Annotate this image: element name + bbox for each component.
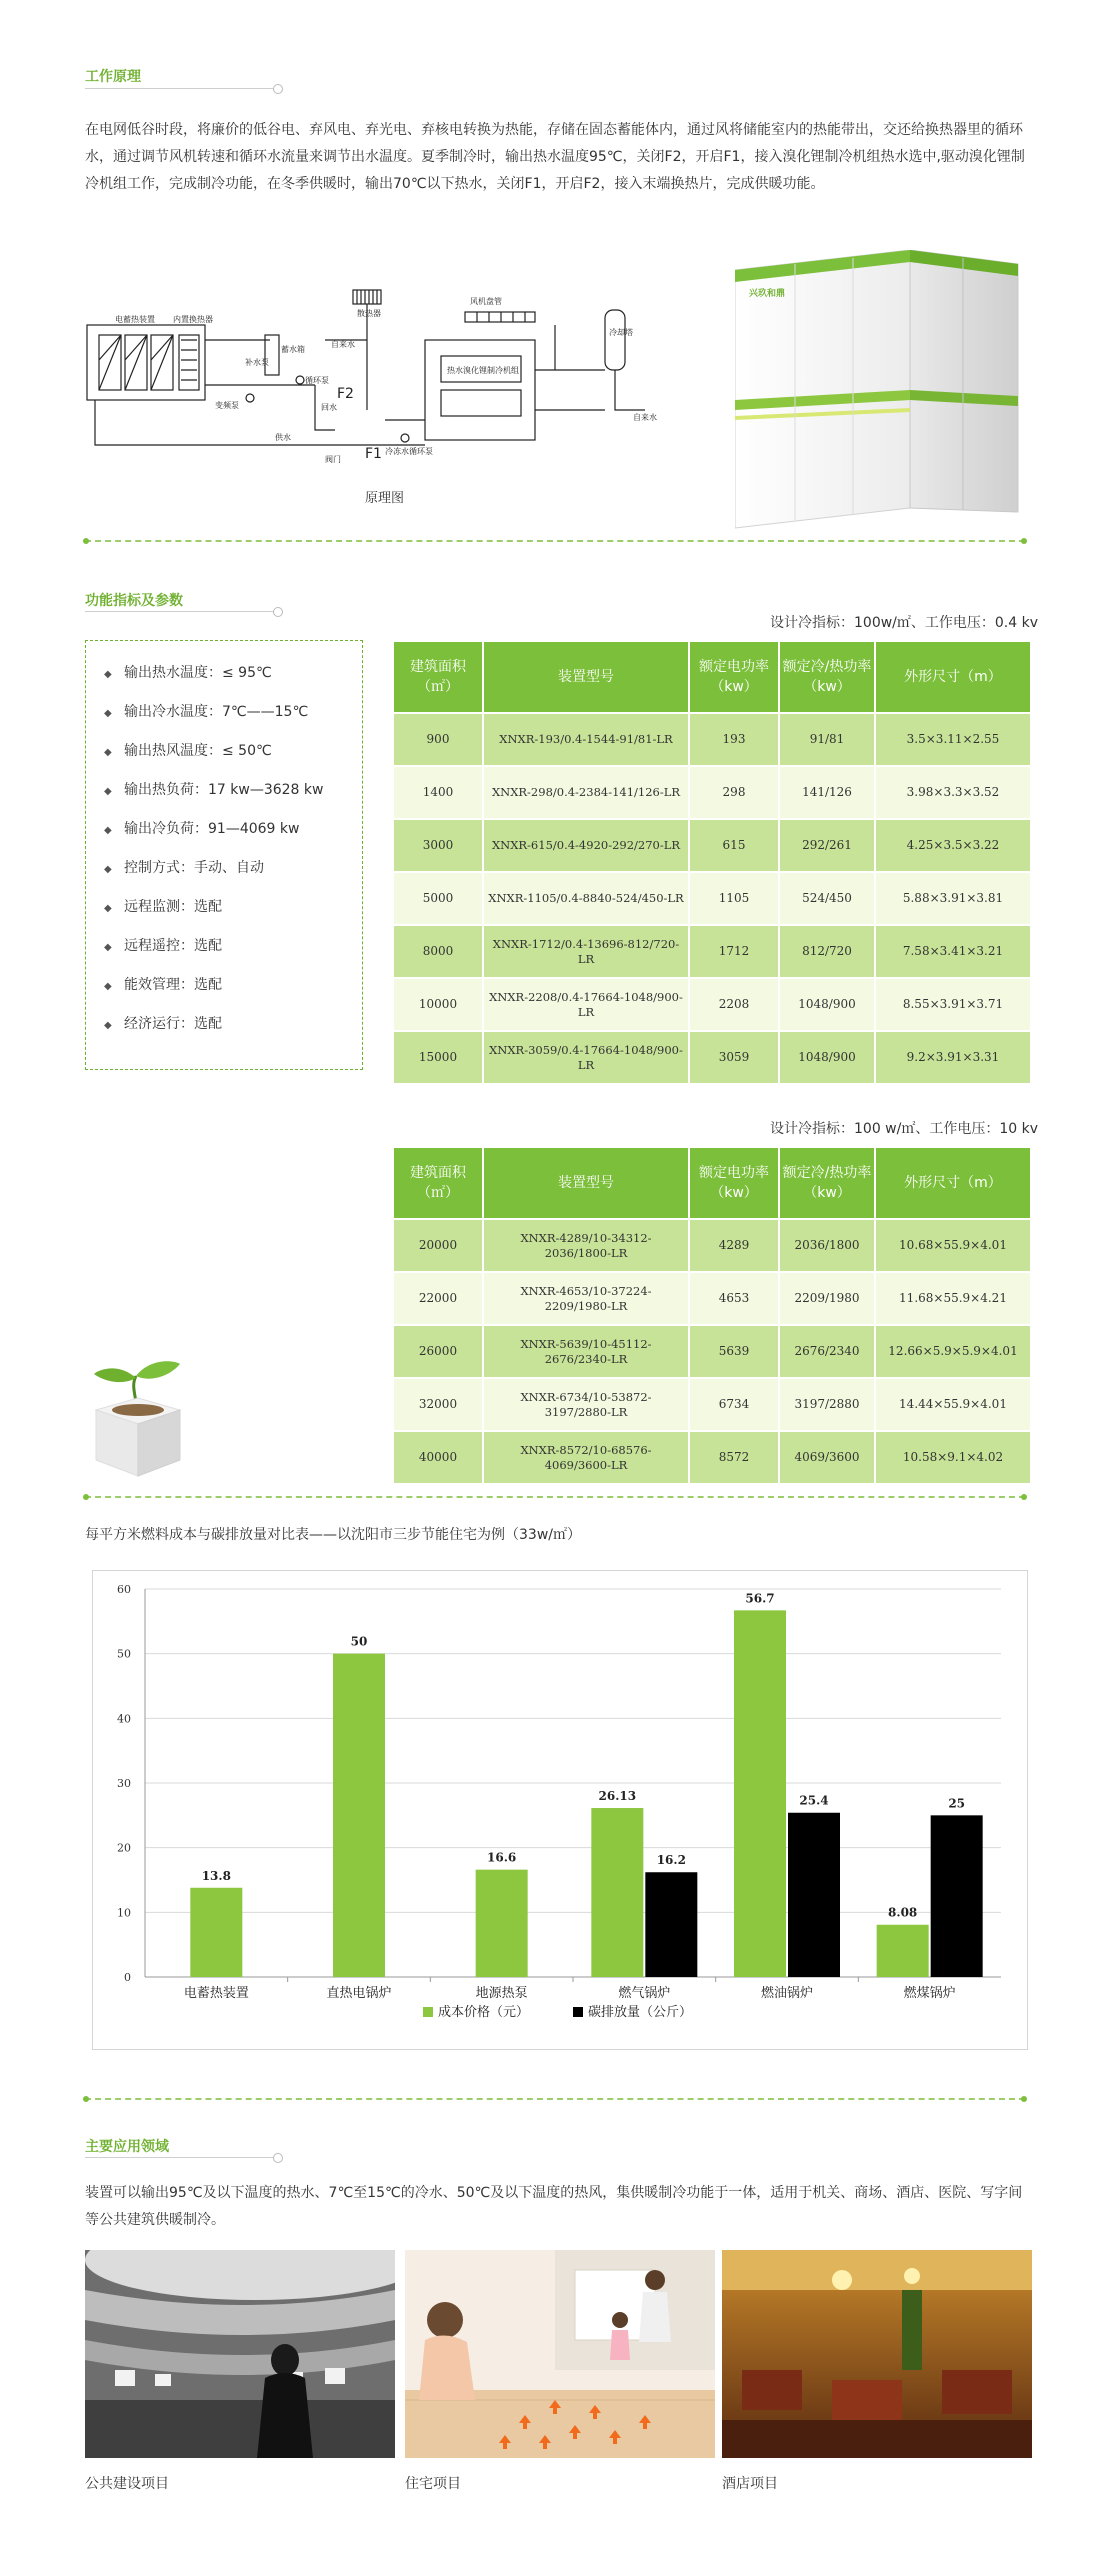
application-caption: 公共建设项目 (85, 2476, 169, 2492)
x-tick-label: 直热电锅炉 (326, 1986, 392, 2001)
diagram-label-supply: 供水 (275, 433, 291, 442)
principle-text: 在电网低谷时段，将廉价的低谷电、弃风电、弃光电、弃核电转换为热能，存储在固态蓄能体内，通过风将储能室内的热能带出，交还给换热器里的循环水，通过调节风机转速和循环水流量来调节出水温度。夏季制冷时，输出热水温度95℃，关闭F2，开启F1，接入溴化锂制冷机组热水选中,驱动溴化锂制冷机组工作，完成制冷功能，在冬季供暖时，输出70℃以下热水，关闭F1，开启F2，接入末端换热片，完成供暖功能。 (85, 122, 1025, 192)
data-label: 25.4 (799, 1793, 829, 1808)
diagram-label-valve: 阀门 (325, 455, 341, 464)
bar-cost (190, 1888, 242, 1977)
legend-label: 成本价格（元） (438, 2005, 530, 2020)
table-header: 额定冷/热功率（kw） (780, 1148, 874, 1218)
residential-project-image (405, 2250, 715, 2458)
applications-title: 主要应用领域 (85, 2139, 169, 2155)
data-label: 25 (948, 1796, 966, 1811)
y-tick-label: 60 (117, 1583, 131, 1596)
table-header: 外形尺寸（m） (876, 642, 1030, 712)
table-row: 900 XNXR-193/0.4-1544-91/81-LR 193 91/81 3.5×3.11×2.55 (394, 714, 1030, 765)
spec-item: ◆ 经济运行：选配 (104, 1014, 362, 1053)
table-row: 3000 XNXR-615/0.4-4920-292/270-LR 615 292/261 4.25×3.5×3.22 (394, 820, 1030, 871)
bar-cost (591, 1808, 643, 1977)
table-row: 26000 XNXR-5639/10-45112-2676/2340-LR 5639 2676/2340 12.66×5.9×5.9×4.01 (394, 1326, 1030, 1377)
diagram-label-return: 回水 (321, 403, 337, 412)
bullet-icon: ◆ (104, 981, 112, 992)
bar-cost (476, 1870, 528, 1977)
spec-item: ◆ 能效管理：选配 (104, 975, 362, 1014)
bar-cost (877, 1925, 929, 1977)
y-tick-label: 20 (117, 1841, 131, 1855)
bullet-icon: ◆ (104, 669, 112, 680)
bullet-icon: ◆ (104, 708, 112, 719)
data-label: 16.6 (487, 1850, 517, 1865)
diagram-label-exchanger: 内置换热器 (173, 315, 213, 324)
legend-label: 碳排放量（公斤） (588, 2005, 693, 2020)
bar-cost (333, 1654, 385, 1977)
spec-table-04kv (392, 640, 1032, 1085)
application-caption: 酒店项目 (722, 2476, 778, 2492)
data-label: 56.7 (745, 1591, 775, 1606)
bullet-icon: ◆ (104, 825, 112, 836)
table1-design-note: 设计冷指标：100w/㎡、工作电压：0.4 kv (770, 615, 1038, 631)
spec-item: ◆ 输出热风温度：≤ 50℃ (104, 741, 362, 780)
diagram-label-storage: 电蓄热装置 (115, 315, 155, 324)
table-header: 建筑面积（㎡） (394, 642, 482, 712)
y-tick-label: 50 (117, 1647, 131, 1661)
application-caption: 住宅项目 (405, 2476, 461, 2492)
specs-title-underline (85, 611, 275, 612)
table-row: 8000 XNXR-1712/0.4-13696-812/720-LR 1712 812/720 7.58×3.41×3.21 (394, 926, 1030, 977)
principle-title: 工作原理 (85, 69, 141, 85)
y-tick-label: 0 (124, 1971, 131, 1984)
table-row: 22000 XNXR-4653/10-37224-2209/1980-LR 4653 2209/1980 11.68×55.9×4.21 (394, 1273, 1030, 1324)
diagram-label-supplement: 补水泵 (245, 358, 269, 367)
table-header: 装置型号 (484, 1148, 688, 1218)
diagram-label-fan: 变频泵 (215, 401, 239, 410)
applications-text: 装置可以输出95℃及以下温度的热水、7℃至15℃的冷水、50℃及以下温度的热风，集供暖制冷功能于一体，适用于机关、商场、酒店、医院、写字间等公共建筑供暖制冷。 (85, 2185, 1023, 2228)
principle-diagram (85, 280, 685, 470)
applications-title-underline (85, 2157, 275, 2158)
bullet-icon: ◆ (104, 1020, 112, 1031)
spec-item: ◆ 输出热负荷：17 kw—3628 kw (104, 780, 362, 819)
data-label: 16.2 (656, 1853, 686, 1868)
table-row: 1400 XNXR-298/0.4-2384-141/126-LR 298 141/126 3.98×3.3×3.52 (394, 767, 1030, 818)
spec-item: ◆ 远程遥控：选配 (104, 936, 362, 975)
section-divider-3 (85, 2098, 1025, 2100)
x-tick-label: 燃气锅炉 (618, 1986, 671, 2001)
spec-table-10kv (392, 1146, 1032, 1485)
spec-item: ◆ 输出冷水温度：7℃——15℃ (104, 702, 362, 741)
y-tick-label: 30 (117, 1777, 131, 1790)
bullet-icon: ◆ (104, 864, 112, 875)
diagram-label-circulate: 循环泵 (305, 376, 329, 385)
table-header: 建筑面积（㎡） (394, 1148, 482, 1218)
table-header: 装置型号 (484, 642, 688, 712)
x-tick-label: 燃煤锅炉 (903, 1986, 956, 2001)
legend-swatch (423, 2007, 433, 2017)
unit-brand-label: 兴玖和鼎 (749, 289, 786, 299)
y-tick-label: 40 (117, 1712, 131, 1726)
table-header: 外形尺寸（m） (876, 1148, 1030, 1218)
table-header: 额定冷/热功率（kw） (780, 642, 874, 712)
spec-item: ◆ 输出冷负荷：91—4069 kw (104, 819, 362, 858)
table2-design-note: 设计冷指标：100 w/㎡、工作电压：10 kv (770, 1121, 1038, 1137)
public-project-image (85, 2250, 395, 2458)
x-tick-label: 地源热泵 (475, 1986, 528, 2001)
diagram-label-self-water: 自来水 (331, 340, 355, 349)
bullet-icon: ◆ (104, 747, 112, 758)
section-divider-2-hidden (85, 1496, 1025, 1498)
table-row: 40000 XNXR-8572/10-68576-4069/3600-LR 8572 4069/3600 10.58×9.1×4.02 (394, 1432, 1030, 1483)
table-header: 额定电功率（kw） (690, 642, 778, 712)
spec-item: ◆ 输出热水温度：≤ 95℃ (104, 663, 362, 702)
table-row: 15000 XNXR-3059/0.4-17664-1048/900-LR 3059 1048/900 9.2×3.91×3.31 (394, 1032, 1030, 1083)
spec-item: ◆ 控制方式：手动、自动 (104, 858, 362, 897)
bar-emission (645, 1872, 697, 1977)
bullet-icon: ◆ (104, 903, 112, 914)
specs-title: 功能指标及参数 (85, 593, 183, 609)
table-row: 10000 XNXR-2208/0.4-17664-1048/900-LR 2208 1048/900 8.55×3.91×3.71 (394, 979, 1030, 1030)
table-row: 32000 XNXR-6734/10-53872-3197/2880-LR 6734 3197/2880 14.44×55.9×4.01 (394, 1379, 1030, 1430)
hotel-project-image (722, 2250, 1032, 2458)
diagram-label-cold-pump: 冷冻水循环泵 (385, 447, 433, 456)
diagram-label-radiator: 散热器 (357, 309, 381, 318)
diagram-label-tower: 冷却塔 (609, 328, 633, 337)
data-label: 8.08 (888, 1905, 918, 1920)
table-header: 额定电功率（kw） (690, 1148, 778, 1218)
table-row: 20000 XNXR-4289/10-34312-2036/1800-LR 4289 2036/1800 10.68×55.9×4.01 (394, 1220, 1030, 1271)
bullet-icon: ◆ (104, 942, 112, 953)
principle-title-underline (85, 88, 275, 89)
bar-emission (931, 1815, 983, 1977)
bullet-icon: ◆ (104, 786, 112, 797)
diagram-label-self-water-2: 自来水 (633, 413, 657, 422)
legend-swatch (573, 2007, 583, 2017)
spec-list (85, 640, 363, 1070)
spec-item: ◆ 远程监测：选配 (104, 897, 362, 936)
section-divider-1 (85, 540, 1025, 542)
chart-title: 每平方米燃料成本与碳排放量对比表——以沈阳市三步节能住宅为例（33w/㎡） (85, 1527, 581, 1543)
diagram-label-f2: F2 (337, 386, 354, 402)
data-label: 13.8 (201, 1868, 231, 1883)
bar-cost (734, 1610, 786, 1977)
diagram-caption: 原理图 (365, 491, 405, 506)
diagram-label-fan-coil: 风机盘管 (470, 297, 502, 306)
sprout-cube-image (88, 1340, 188, 1480)
bar-emission (788, 1813, 840, 1977)
product-unit-image (735, 250, 1025, 530)
diagram-label-f1: F1 (365, 446, 382, 462)
x-tick-label: 电蓄热装置 (183, 1986, 249, 2001)
diagram-label-chiller: 热水溴化锂制冷机组 (447, 366, 519, 375)
diagram-label-tank: 蓄水箱 (281, 345, 305, 354)
table-row: 5000 XNXR-1105/0.4-8840-524/450-LR 1105 524/450 5.88×3.91×3.81 (394, 873, 1030, 924)
data-label: 26.13 (598, 1789, 637, 1804)
data-label: 50 (350, 1634, 368, 1649)
y-tick-label: 10 (117, 1906, 131, 1920)
cost-emission-chart (92, 1570, 1028, 2050)
x-tick-label: 燃油锅炉 (760, 1986, 814, 2001)
